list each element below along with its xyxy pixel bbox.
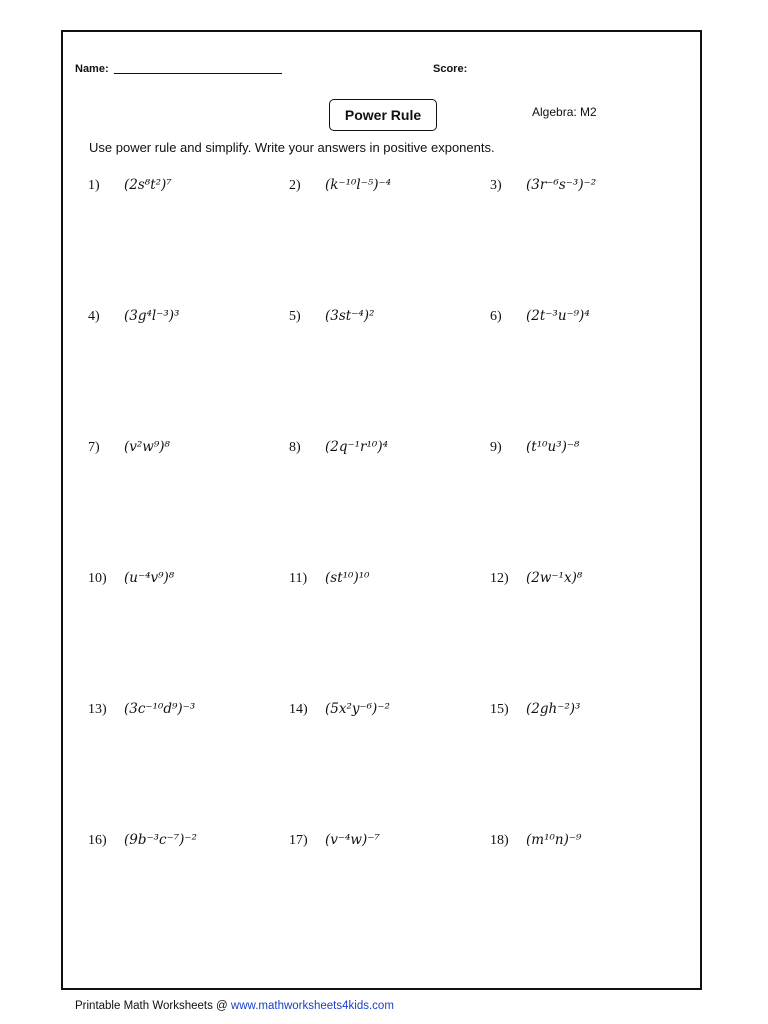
problem-expression: (3st⁻⁴)² — [325, 308, 375, 324]
problem-expression: (9b⁻³c⁻⁷)⁻² — [124, 832, 197, 848]
problem-number: 11) — [289, 571, 308, 586]
problem-expression: (2w⁻¹x)⁸ — [526, 570, 583, 586]
problem-item — [88, 701, 195, 718]
problem-expression: (3g⁴l⁻³)³ — [124, 308, 180, 324]
problem-number: 4) — [88, 309, 100, 324]
footer — [75, 1000, 394, 1012]
problem-item — [88, 177, 172, 194]
problem-number: 1) — [88, 178, 100, 193]
problem-item — [490, 439, 579, 456]
problem-item — [88, 439, 170, 456]
problem-item — [289, 439, 388, 456]
problem-number: 7) — [88, 440, 100, 455]
footer-link[interactable]: www.mathworksheets4kids.com — [230, 1000, 394, 1012]
problem-number: 3) — [490, 178, 502, 193]
problem-expression: (v⁻⁴w)⁻⁷ — [325, 832, 380, 848]
problem-number: 2) — [289, 178, 301, 193]
problem-item — [490, 701, 580, 718]
page-title: Power Rule — [344, 107, 422, 123]
name-label: Name: — [75, 63, 109, 75]
problem-number: 15) — [490, 702, 509, 717]
problem-item — [490, 177, 596, 194]
problem-number: 16) — [88, 833, 107, 848]
problem-expression: (m¹⁰n)⁻⁹ — [526, 832, 582, 848]
footer-label: Printable Math Worksheets @ — [75, 1000, 231, 1012]
problem-number: 8) — [289, 440, 301, 455]
problem-item — [88, 570, 174, 587]
problem-expression: (2gh⁻²)³ — [526, 701, 581, 717]
problem-number: 13) — [88, 702, 107, 717]
problem-expression: (u⁻⁴v⁹)⁸ — [124, 570, 175, 586]
problem-item — [490, 308, 590, 325]
problem-expression: (3r⁻⁶s⁻³)⁻² — [526, 177, 597, 193]
instructions: Use power rule and simplify. Write your answers in positive exponents. — [89, 140, 495, 155]
problem-expression: (2s⁸t²)⁷ — [124, 177, 172, 193]
problem-item — [490, 570, 582, 587]
problem-number: 10) — [88, 571, 107, 586]
problem-expression: (2q⁻¹r¹⁰)⁴ — [325, 439, 388, 455]
problem-number: 6) — [490, 309, 502, 324]
problem-number: 18) — [490, 833, 509, 848]
title-box — [329, 99, 437, 131]
problem-expression: (st¹⁰)¹⁰ — [325, 570, 370, 586]
problem-expression: (k⁻¹⁰l⁻⁵)⁻⁴ — [325, 177, 392, 193]
problem-number: 12) — [490, 571, 509, 586]
problem-item — [289, 177, 391, 194]
problem-item — [88, 832, 197, 849]
problem-number: 9) — [490, 440, 502, 455]
problem-item — [289, 832, 380, 849]
problem-number: 17) — [289, 833, 308, 848]
problem-expression: (5x²y⁻⁶)⁻² — [325, 701, 390, 717]
problem-number: 5) — [289, 309, 301, 324]
problem-item — [289, 308, 374, 325]
problem-expression: (2t⁻³u⁻⁹)⁴ — [526, 308, 590, 324]
problem-item — [289, 701, 390, 718]
problem-expression: (3c⁻¹⁰d⁹)⁻³ — [124, 701, 196, 717]
problem-item — [289, 570, 370, 587]
series-label: Algebra: M2 — [532, 105, 597, 119]
problem-item — [88, 308, 179, 325]
name-line — [114, 73, 282, 74]
problem-expression: (v²w⁹)⁸ — [124, 439, 170, 455]
problem-expression: (t¹⁰u³)⁻⁸ — [526, 439, 580, 455]
problem-item — [490, 832, 581, 849]
problem-number: 14) — [289, 702, 308, 717]
score-label: Score: — [433, 63, 468, 75]
